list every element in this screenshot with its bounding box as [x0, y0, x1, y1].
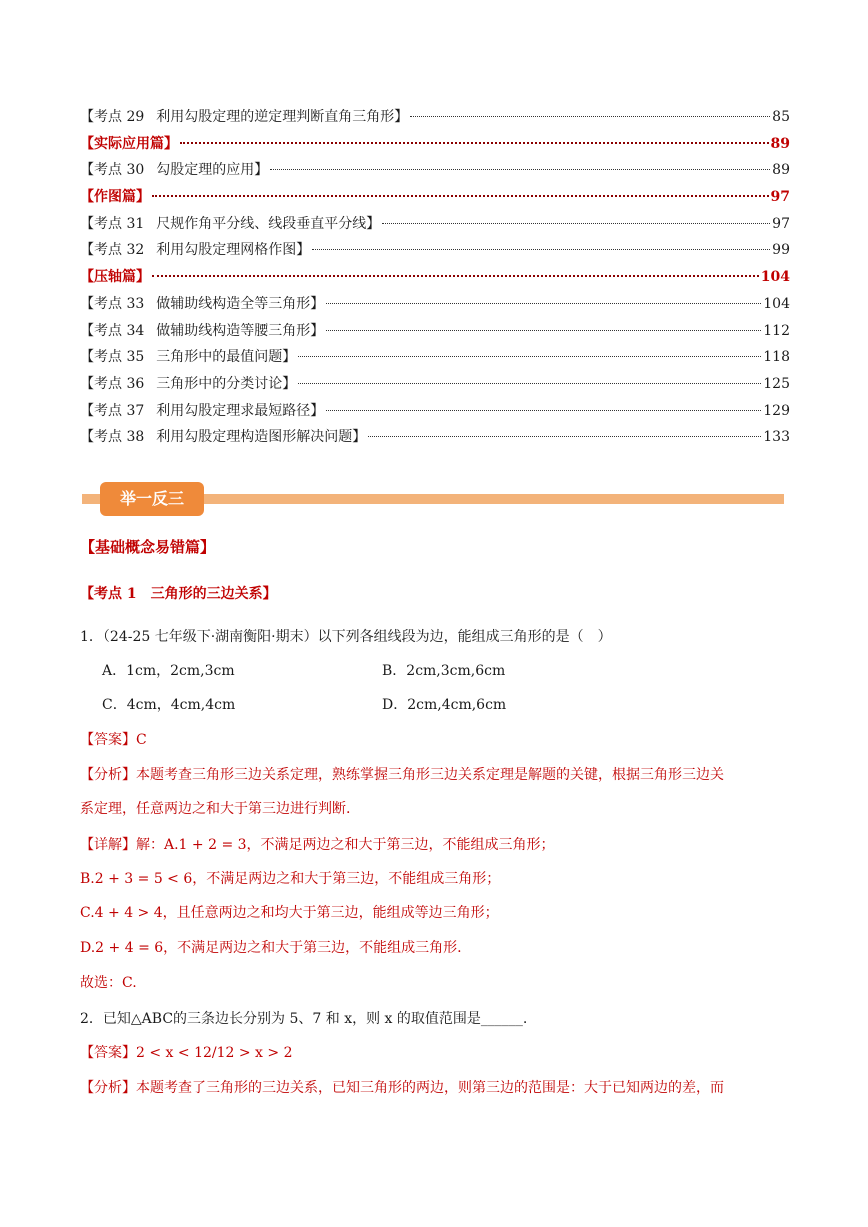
toc-item-row[interactable]: [80, 398, 790, 425]
banner-label: 举一反三: [100, 482, 204, 516]
toc-title: 勾股定理的应用】: [156, 162, 269, 179]
q1-detail-line-4: D.2 + 4 = 6，不满足两边之和大于第三边，不能组成三角形.: [80, 940, 462, 956]
toc-kaodian-number: 【考点 38: [80, 429, 145, 446]
toc-page-number: 97: [770, 189, 790, 206]
q1-option-b: B．2cm,3cm,6cm: [382, 663, 506, 679]
toc-item-row[interactable]: [80, 237, 790, 264]
toc-label: [80, 264, 150, 291]
toc-item-row[interactable]: [80, 211, 790, 238]
kaodian-heading: [80, 583, 277, 603]
toc-title: 利用勾股定理网格作图】: [156, 242, 311, 259]
toc-kaodian-number: 【考点 35: [80, 349, 145, 366]
toc-page-number: 133: [763, 429, 790, 446]
toc-page-number: 89: [770, 135, 790, 152]
toc-title: 尺规作角平分线、线段垂直平分线】: [156, 215, 381, 232]
toc-leader-dots: [326, 330, 761, 331]
toc-section-row[interactable]: [80, 264, 790, 291]
toc-label: [80, 344, 296, 371]
toc-label: [80, 211, 380, 238]
toc-section-row[interactable]: [80, 131, 790, 158]
toc-item-row[interactable]: [80, 291, 790, 318]
q1-answer: 【答案】C: [80, 732, 147, 748]
toc-label: [80, 291, 324, 318]
toc-page-number: 125: [763, 375, 790, 392]
toc-section-row[interactable]: [80, 184, 790, 211]
toc-page-number: 104: [763, 295, 790, 312]
toc-leader-dots: [270, 169, 770, 170]
toc-page-number: 89: [772, 162, 790, 179]
toc-label: [80, 424, 366, 451]
toc-title: 三角形中的最值问题】: [156, 349, 297, 366]
toc-kaodian-number: 【考点 33: [80, 295, 145, 312]
q1-detail-line-3: C.4 + 4 > 4，且任意两边之和均大于第三边，能组成等边三角形；: [80, 905, 499, 921]
toc-label: [80, 237, 310, 264]
toc-title: 做辅助线构造全等三角形】: [156, 295, 325, 312]
toc-leader-dots: [180, 142, 769, 144]
toc-page-number: 97: [772, 215, 790, 232]
toc-page-number: 129: [763, 402, 790, 419]
toc-leader-dots: [410, 116, 770, 117]
toc-page-number: 85: [772, 109, 790, 125]
toc-label: [80, 371, 296, 398]
toc-leader-dots: [298, 356, 761, 357]
toc-kaodian-number: 【考点 32: [80, 242, 145, 259]
q1-analysis-line-2: 系定理，任意两边之和大于第三边进行判断.: [80, 801, 351, 817]
q1-option-d: D．2cm,4cm,6cm: [382, 697, 507, 713]
toc-item-row[interactable]: [80, 318, 790, 345]
toc-leader-dots: [326, 303, 761, 304]
toc-leader-dots: [312, 249, 770, 250]
q2-answer: 【答案】2 < x < 12/12 > x > 2: [80, 1045, 293, 1061]
toc-kaodian-number: 【考点 30: [80, 162, 145, 179]
toc-title: 利用勾股定理的逆定理判断直角三角形】: [156, 109, 409, 125]
toc-label: [80, 131, 178, 158]
toc-title: 利用勾股定理求最短路径】: [156, 402, 325, 419]
section-banner: [82, 482, 784, 516]
toc-label: [80, 104, 408, 131]
toc-label: [80, 157, 268, 184]
toc-title: 【压轴篇】: [80, 269, 150, 286]
toc-item-row[interactable]: [80, 424, 790, 451]
q1-choice: 故选：C.: [80, 975, 137, 991]
section-heading: 【基础概念易错篇】: [80, 538, 216, 556]
toc-title: 【实际应用篇】: [80, 135, 178, 152]
q1-option-c: C．4cm，4cm,4cm: [102, 697, 236, 713]
toc-leader-dots: [326, 410, 761, 411]
toc-item-row[interactable]: [80, 344, 790, 371]
q2-analysis: 【分析】本题考查了三角形的三边关系，已知三角形的两边，则第三边的范围是：大于已知两边的差，而: [80, 1080, 724, 1096]
toc-leader-dots: [298, 383, 761, 384]
toc-page-number: 118: [763, 349, 790, 366]
toc-kaodian-number: 【考点 29: [80, 109, 145, 125]
toc-kaodian-number: 【考点 31: [80, 215, 145, 232]
q1-option-a: A．1cm，2cm,3cm: [102, 663, 235, 679]
toc-label: [80, 318, 324, 345]
q1-detail-line-1: 【详解】解：A.1 + 2 = 3，不满足两边之和大于第三边，不能组成三角形；: [80, 837, 555, 853]
toc-item-row[interactable]: [80, 104, 790, 131]
toc-item-row[interactable]: [80, 157, 790, 184]
q2-stem: 2．已知△ABC的三条边长分别为 5、7 和 x，则 x 的取值范围是______.: [80, 1011, 528, 1027]
kaodian-number: 【考点 1: [80, 586, 137, 602]
toc-label: [80, 184, 150, 211]
table-of-contents: [80, 104, 790, 451]
toc-title: 三角形中的分类讨论】: [156, 375, 297, 392]
toc-kaodian-number: 【考点 36: [80, 375, 145, 392]
toc-item-row[interactable]: [80, 371, 790, 398]
toc-page-number: 104: [760, 269, 790, 286]
toc-kaodian-number: 【考点 37: [80, 402, 145, 419]
toc-title: 【作图篇】: [80, 189, 150, 206]
toc-title: 做辅助线构造等腰三角形】: [156, 322, 325, 339]
toc-leader-dots: [152, 195, 769, 197]
q1-stem: 1．（24-25 七年级下·湖南衡阳·期末）以下列各组线段为边，能组成三角形的是（ ）: [80, 629, 612, 645]
kaodian-title: 三角形的三边关系】: [150, 586, 277, 602]
toc-page-number: 112: [763, 322, 790, 339]
toc-title: 利用勾股定理构造图形解决问题】: [156, 429, 367, 446]
toc-page-number: 99: [772, 242, 790, 259]
toc-kaodian-number: 【考点 34: [80, 322, 145, 339]
toc-label: [80, 398, 324, 425]
toc-leader-dots: [152, 275, 759, 277]
q1-analysis-line-1: 【分析】本题考查三角形三边关系定理，熟练掌握三角形三边关系定理是解题的关键，根据三角形三边关: [80, 767, 724, 783]
toc-leader-dots: [382, 223, 770, 224]
q1-detail-line-2: B.2 + 3 = 5 < 6，不满足两边之和大于第三边，不能组成三角形；: [80, 871, 501, 887]
toc-leader-dots: [368, 436, 761, 437]
